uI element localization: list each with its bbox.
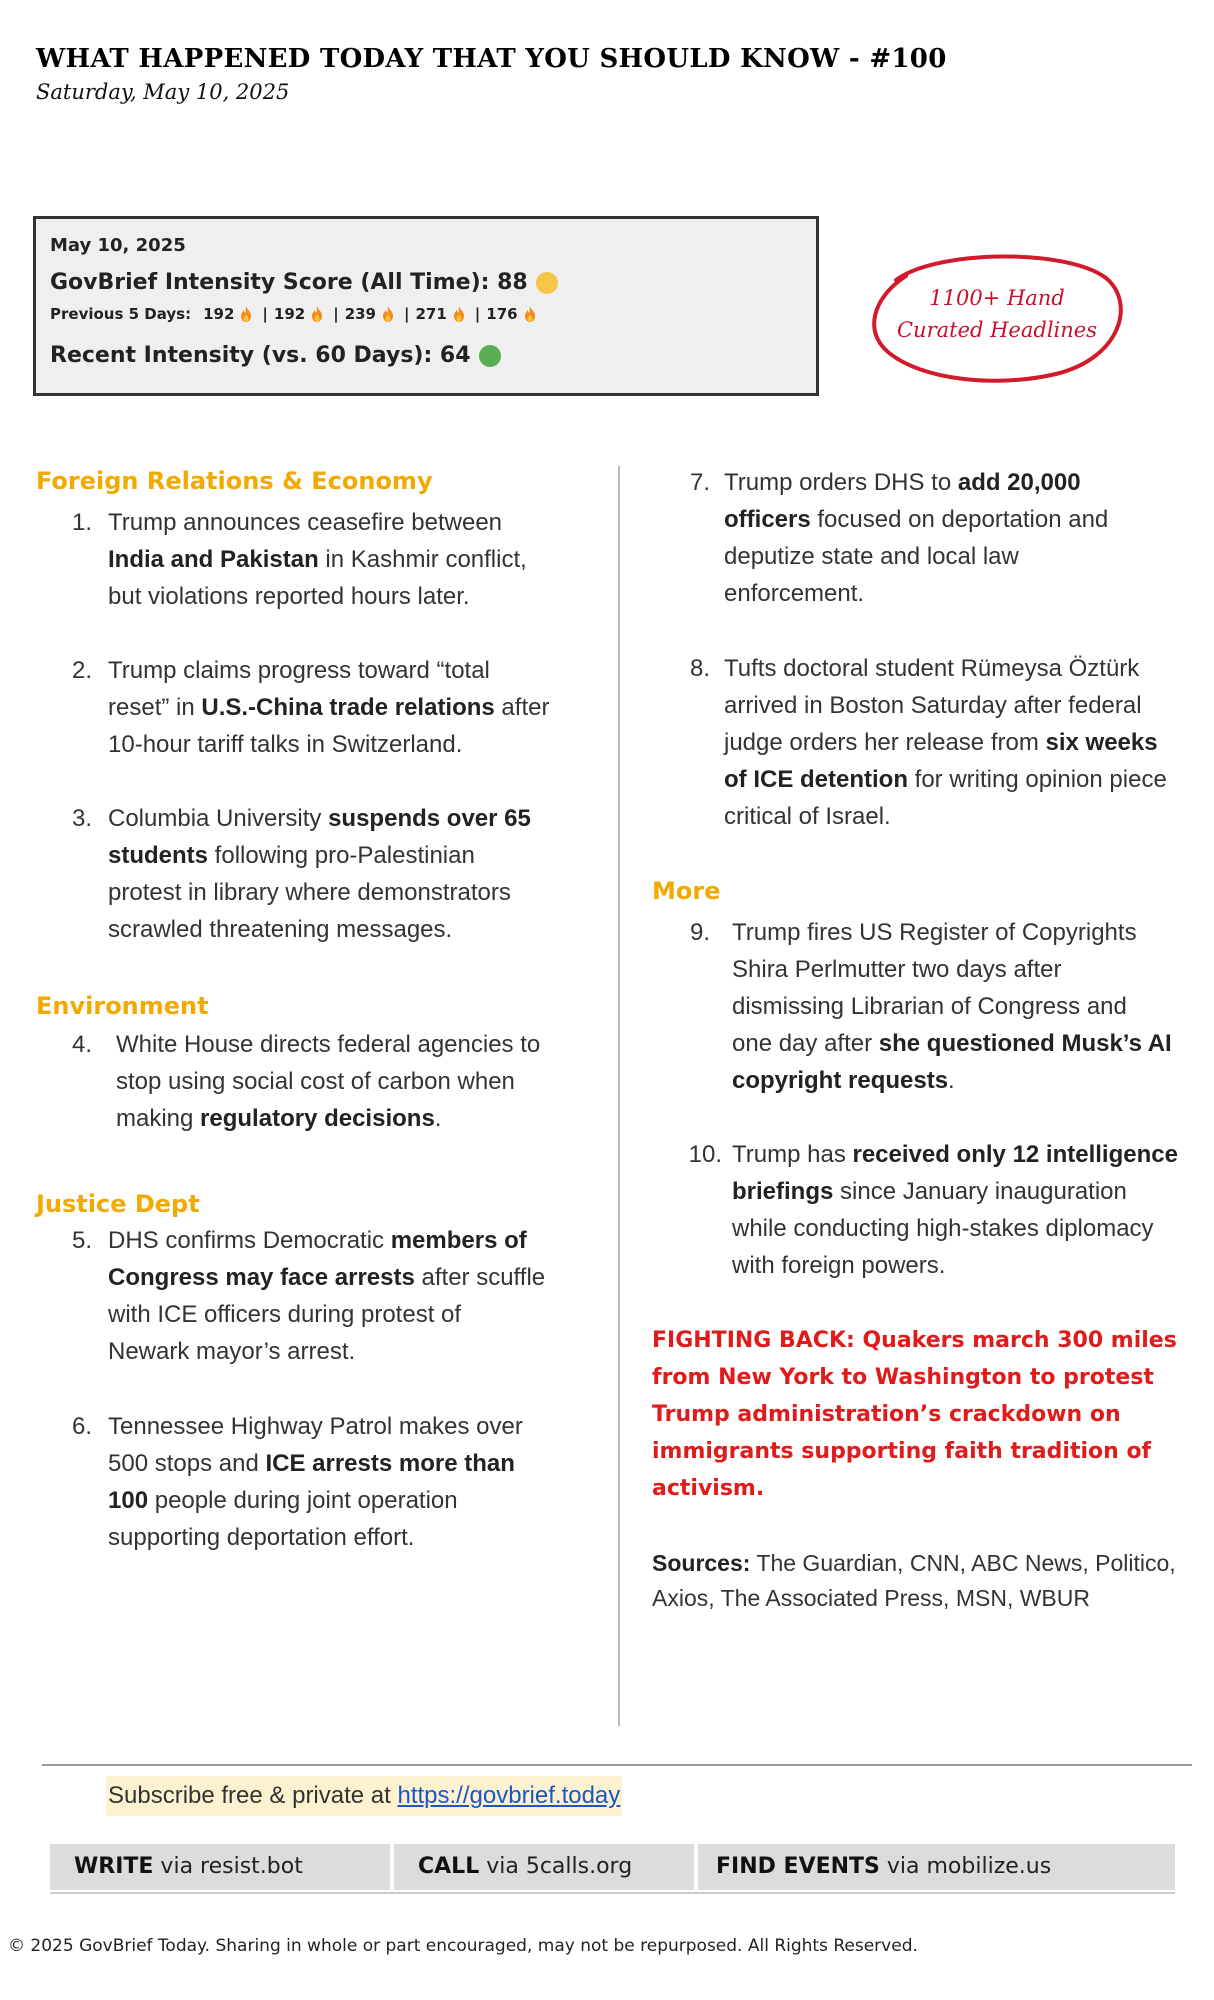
item-number: 10. (688, 1141, 722, 1168)
item-bold-text: 100 (108, 1487, 149, 1514)
recent-intensity (50, 343, 802, 368)
copyright-footer: © 2025 GovBrief Today. Sharing in whole or part encouraged, may not be repurposed. All Rights Reserved. (8, 1936, 918, 1956)
section-environment: Environment (36, 992, 209, 1020)
item-run-text: for writing opinion piece (907, 766, 1167, 793)
item-bold-text: briefings (732, 1178, 834, 1205)
item-text (108, 1408, 598, 1556)
item-number: 5. (71, 1227, 92, 1254)
item-run-text: . (948, 1067, 955, 1094)
write-action[interactable] (50, 1844, 390, 1890)
item-number: 9. (689, 919, 710, 946)
item-bold-text: U.S.-China trade relations (201, 694, 495, 721)
item-text (724, 650, 1202, 835)
item-line (732, 1062, 1202, 1099)
item-line (732, 1173, 1202, 1210)
item-number: 7. (689, 469, 710, 496)
previous-day-4: 271 (415, 305, 447, 323)
item-line (108, 1333, 598, 1370)
item-line (116, 1026, 606, 1063)
item-run-text: dismissing Librarian of Congress and (732, 993, 1127, 1020)
stamp-line-2: Curated Headlines (896, 318, 1097, 342)
page-date: Saturday, May 10, 2025 (36, 80, 290, 104)
item-line (724, 464, 1202, 501)
item-bold-text: received only 12 intelligence (852, 1141, 1178, 1168)
call-action[interactable] (394, 1844, 694, 1890)
fire-icon (452, 306, 466, 322)
call-verb: CALL (418, 1854, 480, 1879)
item-number: 3. (71, 805, 92, 832)
call-via: via 5calls.org (479, 1854, 633, 1879)
item-line (724, 501, 1202, 538)
fighting-back-callout: FIGHTING BACK: Quakers march 300 miles from New York to Washington to protest Trump administration’s crackdown on immigrants supporting faith tradition of activism. (652, 1328, 1177, 1501)
page-title: WHAT HAPPENED TODAY THAT YOU SHOULD KNOW - #100 (36, 44, 947, 74)
item-run-text: protest in library where demonstrators (108, 879, 511, 906)
section-justice: Justice Dept (36, 1190, 200, 1218)
item-run-text: after scuffle (414, 1264, 546, 1291)
item-run-text: supporting deportation effort. (108, 1524, 415, 1551)
item-run-text: scrawled threatening messages. (108, 916, 453, 943)
item-bold-text: six weeks (1045, 729, 1158, 756)
item-line (108, 1519, 598, 1556)
item-run-text: Trump orders DHS to (724, 469, 958, 496)
item-line (732, 951, 1202, 988)
item-run-text: Tufts doctoral student Rümeysa Öztürk (724, 655, 1140, 682)
item-line (732, 1210, 1202, 1247)
item-run-text: 10-hour tariff talks in Switzerland. (108, 731, 463, 758)
fire-icon (381, 306, 395, 322)
item-run-text: critical of Israel. (724, 803, 891, 830)
previous-days: Previous 5 Days: 192 | 192 | 239 | 271 | 176 (50, 305, 802, 323)
item-number: 2. (71, 657, 92, 684)
item-line (108, 1482, 598, 1519)
item-text (732, 1136, 1202, 1284)
stamp-line-1: 1100+ Hand (929, 286, 1065, 310)
item-run-text: since January inauguration (833, 1178, 1127, 1205)
previous-day-3: 239 (344, 305, 376, 323)
item-line (724, 687, 1202, 724)
footer-divider (42, 1764, 1192, 1766)
previous-days-label: Previous 5 Days: (50, 305, 192, 323)
item-run-text: Trump fires US Register of Copyrights (732, 919, 1137, 946)
subscribe-banner (106, 1776, 622, 1816)
item-number: 4. (71, 1031, 92, 1058)
item-run-text: reset” in (108, 694, 202, 721)
item-bold-text: India and Pakistan (108, 546, 319, 573)
item-line (108, 1259, 598, 1296)
item-text (116, 1026, 606, 1137)
item-run-text: in Kashmir conflict, (318, 546, 527, 573)
item-run-text: Columbia University (108, 805, 329, 832)
score-date: May 10, 2025 (50, 235, 186, 256)
item-run-text: after (494, 694, 550, 721)
item-line (116, 1100, 606, 1137)
intensity-score-box (33, 216, 819, 396)
item-run-text: Trump announces ceasefire between (108, 509, 503, 536)
item-run-text: Trump has (732, 1141, 853, 1168)
item-run-text: DHS confirms Democratic (108, 1227, 391, 1254)
item-bold-text: regulatory decisions (200, 1105, 435, 1132)
green-circle-icon (479, 345, 501, 367)
item-bold-text: students (108, 842, 209, 869)
item-line (724, 650, 1202, 687)
item-line (116, 1063, 606, 1100)
item-run-text: following pro-Palestinian (208, 842, 475, 869)
item-run-text: stop using social cost of carbon when (116, 1068, 515, 1095)
item-bold-text: of ICE detention (724, 766, 908, 793)
item-bold-text: ICE arrests more than (265, 1450, 515, 1477)
item-run-text: Shira Perlmutter two days after (732, 956, 1062, 983)
item-bold-text: copyright requests (732, 1067, 949, 1094)
item-line (108, 689, 598, 726)
item-text (108, 800, 598, 948)
item-run-text: while conducting high-stakes diplomacy (732, 1215, 1154, 1242)
item-line (108, 652, 598, 689)
item-run-text: deputize state and local law (724, 543, 1019, 570)
item-run-text: with foreign powers. (732, 1252, 946, 1279)
section-more: More (652, 877, 721, 905)
item-run-text: with ICE officers during protest of (108, 1301, 462, 1328)
item-line (724, 575, 1202, 612)
item-run-text: Newark mayor’s arrest. (108, 1338, 356, 1365)
stamp-circle-icon (866, 248, 1128, 386)
item-line (108, 578, 598, 615)
item-bold-text: officers (724, 506, 811, 533)
item-line (108, 874, 598, 911)
item-line (724, 538, 1202, 575)
item-line (724, 724, 1202, 761)
item-text (724, 464, 1202, 612)
item-text (732, 914, 1202, 1099)
item-line (732, 1136, 1202, 1173)
subscribe-text: Subscribe free & private at (108, 1782, 398, 1809)
curated-headlines-stamp (866, 248, 1128, 386)
subscribe-link[interactable]: https://govbrief.today (397, 1782, 621, 1809)
all-time-score-label: GovBrief Intensity Score (All Time): 88 (50, 270, 528, 295)
sources (652, 1546, 1192, 1616)
previous-day-1: 192 (203, 305, 235, 323)
item-line (724, 798, 1202, 835)
column-divider (618, 466, 620, 1726)
item-text (108, 652, 598, 763)
item-bold-text: she questioned Musk’s AI (878, 1030, 1172, 1057)
write-via: via resist.bot (153, 1854, 303, 1879)
item-text (108, 1222, 598, 1370)
item-number: 8. (689, 655, 710, 682)
item-run-text: judge orders her release from (724, 729, 1046, 756)
item-run-text: arrived in Boston Saturday after federal (724, 692, 1142, 719)
item-line (108, 911, 598, 948)
item-line (732, 1025, 1202, 1062)
item-run-text: making (116, 1105, 201, 1132)
item-line (108, 726, 598, 763)
fire-icon (239, 306, 253, 322)
item-run-text: . (434, 1105, 442, 1132)
section-foreign-relations: Foreign Relations & Economy (36, 467, 433, 495)
sources-label: Sources: (652, 1550, 751, 1576)
all-time-score (50, 270, 802, 295)
item-run-text: people during joint operation (148, 1487, 458, 1514)
item-run-text: one day after (732, 1030, 879, 1057)
sources-list: The Guardian, CNN, ABC News, Politico, Axios, The Associated Press, MSN, WBUR (652, 1550, 1176, 1611)
item-text (108, 504, 598, 615)
item-line (108, 1408, 598, 1445)
item-bold-text: suspends over 65 (328, 805, 531, 832)
item-run-text: enforcement. (724, 580, 865, 607)
previous-day-2: 192 (273, 305, 306, 323)
find-events-verb: FIND EVENTS (716, 1854, 880, 1879)
item-line (732, 988, 1202, 1025)
write-verb: WRITE (74, 1854, 154, 1879)
item-bold-text: Congress may face arrests (108, 1264, 415, 1291)
item-number: 6. (71, 1413, 92, 1440)
item-line (732, 914, 1202, 951)
item-line (108, 1296, 598, 1333)
item-line (108, 504, 598, 541)
item-line (108, 837, 598, 874)
item-run-text: 500 stops and (108, 1450, 266, 1477)
item-line (108, 1222, 598, 1259)
recent-intensity-label: Recent Intensity (vs. 60 Days): 64 (50, 343, 471, 368)
item-line (108, 800, 598, 837)
yellow-circle-icon (536, 272, 558, 294)
item-line (732, 1247, 1202, 1284)
item-run-text: Trump claims progress toward “total (108, 657, 490, 684)
find-events-via: via mobilize.us (879, 1854, 1052, 1879)
action-bar-underline (50, 1892, 1175, 1894)
previous-day-5: 176 (486, 305, 518, 323)
find-events-action[interactable] (698, 1844, 1175, 1890)
item-line (108, 541, 598, 578)
item-run-text: but violations reported hours later. (108, 583, 470, 610)
fire-icon (523, 306, 537, 322)
item-line (108, 1445, 598, 1482)
item-run-text: White House directs federal agencies to (116, 1031, 541, 1058)
item-line (724, 761, 1202, 798)
item-bold-text: members of (390, 1227, 527, 1254)
item-number: 1. (71, 509, 92, 536)
item-run-text: focused on deportation and (810, 506, 1109, 533)
item-bold-text: add 20,000 (957, 469, 1081, 496)
action-bar (50, 1844, 1175, 1890)
item-run-text: Tennessee Highway Patrol makes over (108, 1413, 523, 1440)
fire-icon (310, 306, 324, 322)
